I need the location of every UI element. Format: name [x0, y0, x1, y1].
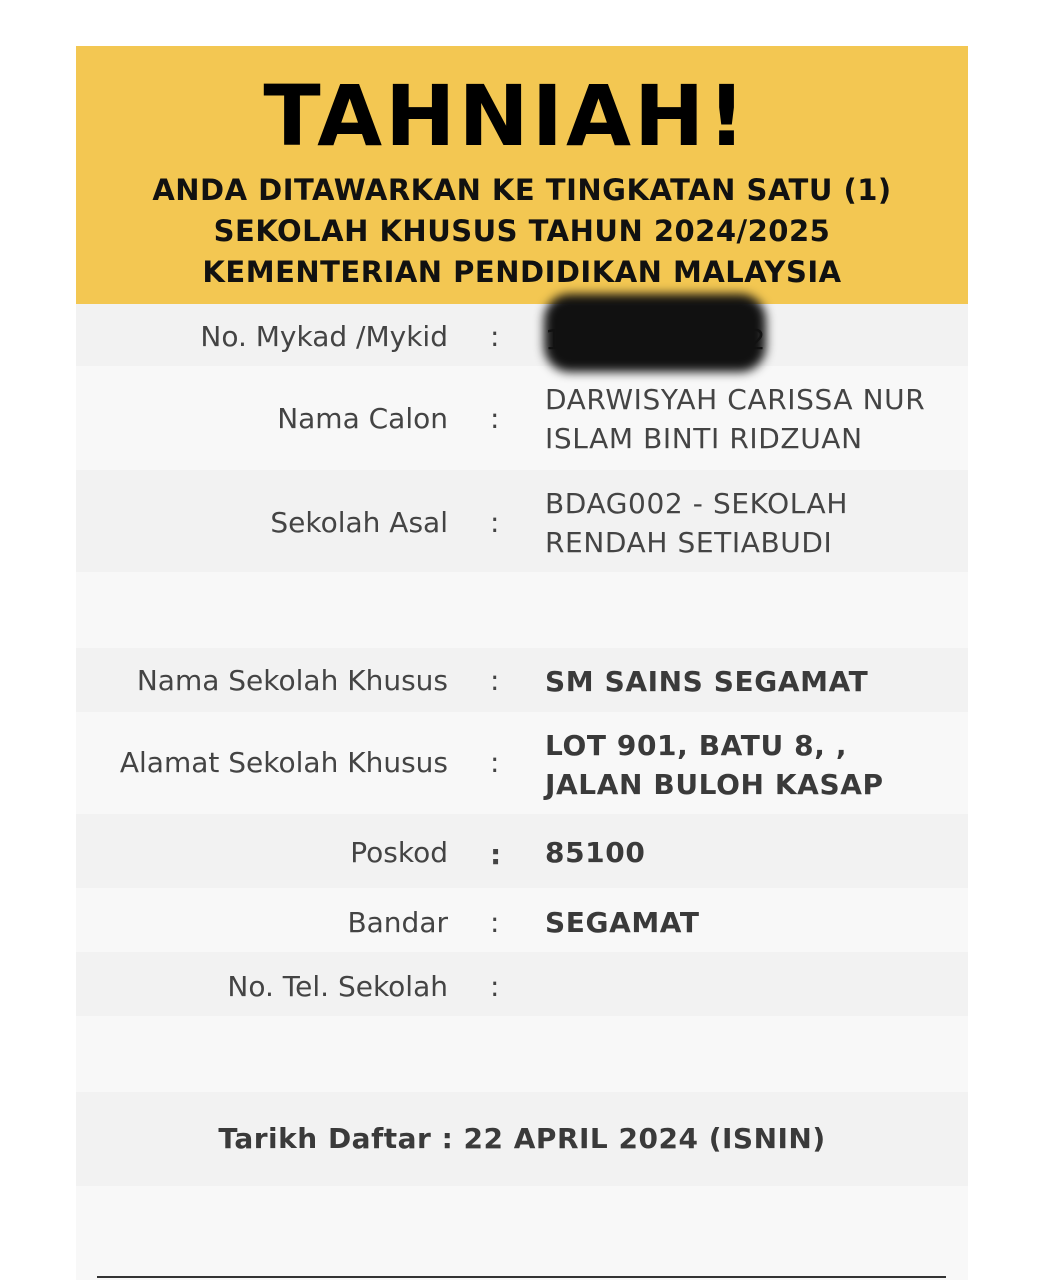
nama-calon-label: Nama Calon — [277, 402, 448, 435]
row-nama-calon — [76, 366, 968, 470]
mykad-label: No. Mykad /Mykid — [200, 320, 448, 353]
spacer-row — [76, 1016, 968, 1092]
nama-sekolah-khusus-value: SM SAINS SEGAMAT — [545, 665, 869, 698]
spacer-row — [76, 1186, 968, 1280]
no-tel-sekolah-label: No. Tel. Sekolah — [227, 970, 448, 1003]
separator: : — [490, 506, 500, 539]
nama-sekolah-khusus-label: Nama Sekolah Khusus — [136, 664, 448, 697]
separator: : — [490, 402, 500, 435]
row-no-tel-sekolah — [76, 952, 968, 1016]
sekolah-asal-line-1: BDAG002 - SEKOLAH — [545, 487, 848, 520]
row-sekolah-asal — [76, 470, 968, 572]
row-nama-sekolah-khusus — [76, 648, 968, 712]
tarikh-daftar: Tarikh Daftar : 22 APRIL 2024 (ISNIN) — [218, 1122, 826, 1155]
bandar-value: SEGAMAT — [545, 906, 700, 939]
separator: : — [490, 838, 502, 871]
banner-line-3: KEMENTERIAN PENDIDIKAN MALAYSIA — [202, 255, 842, 289]
bandar-label: Bandar — [347, 906, 448, 939]
alamat-sekolah-khusus-value — [545, 726, 955, 804]
nama-calon-value — [545, 380, 955, 458]
nama-calon-line-1: DARWISYAH CARISSA NUR — [545, 383, 926, 416]
separator: : — [490, 906, 500, 939]
sekolah-asal-line-2: RENDAH SETIABUDI — [545, 526, 833, 559]
separator: : — [490, 320, 500, 353]
separator: : — [490, 746, 500, 779]
sekolah-asal-label: Sekolah Asal — [270, 506, 448, 539]
poskod-label: Poskod — [350, 836, 448, 869]
alamat-line-2: JALAN BULOH KASAP — [545, 768, 884, 801]
redaction-mark — [544, 294, 766, 372]
divider — [97, 1276, 946, 1278]
alamat-line-1: LOT 901, BATU 8, , — [545, 729, 848, 762]
sekolah-asal-value — [545, 484, 955, 562]
row-alamat-sekolah-khusus — [76, 712, 968, 814]
row-tarikh-daftar — [76, 1092, 968, 1186]
banner-line-2: SEKOLAH KHUSUS TAHUN 2024/2025 — [213, 214, 831, 248]
separator: : — [490, 664, 500, 697]
row-poskod — [76, 814, 968, 888]
poskod-value: 85100 — [545, 836, 646, 869]
congratulations-banner — [76, 46, 968, 304]
banner-line-1: ANDA DITAWARKAN KE TINGKATAN SATU (1) — [152, 173, 892, 207]
nama-calon-line-2: ISLAM BINTI RIDZUAN — [545, 422, 863, 455]
offer-card — [76, 46, 968, 1280]
separator: : — [490, 970, 500, 1003]
spacer-row — [76, 572, 968, 648]
row-bandar — [76, 888, 968, 952]
alamat-sekolah-khusus-label: Alamat Sekolah Khusus — [119, 746, 448, 779]
banner-title: TAHNIAH! — [263, 67, 749, 165]
